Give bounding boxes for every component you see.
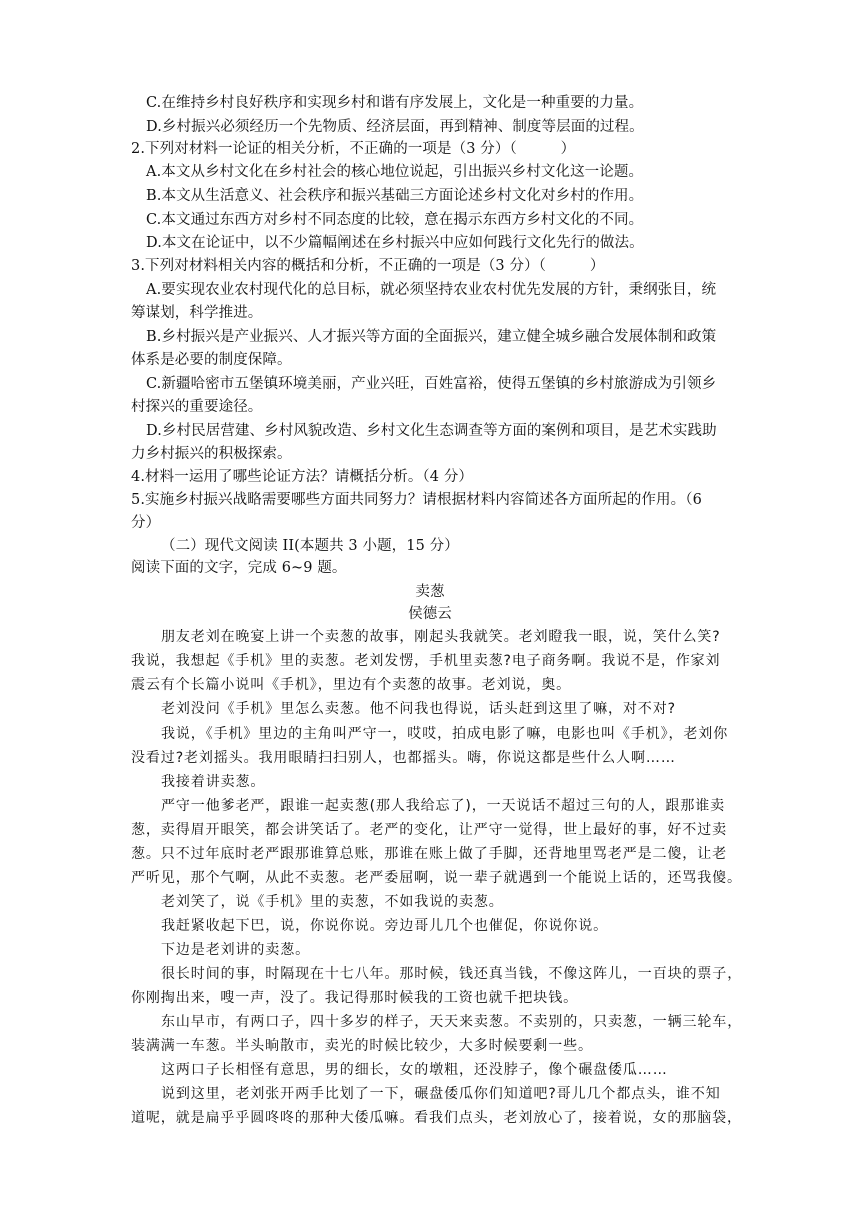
text-line: 分）	[131, 515, 161, 531]
text-line: 筹谋划，科学推进。	[131, 305, 263, 321]
text-line: 5.实施乡村振兴战略需要哪些方面共同努力？请根据材料内容简述各方面所起的作用。（6	[131, 492, 702, 508]
text-line: B.乡村振兴是产业振兴、人才振兴等方面的全面振兴，建立健全城乡融合发展体制和政策	[146, 329, 717, 345]
text-line: D.本文在论证中，以不少篇幅阐述在乡村振兴中应如何践行文化先行的做法。	[146, 235, 644, 251]
story-line: 严守一他爹老严，跟谁一起卖葱(那人我给忘了)，一天说话不超过三句的人，跟那谁卖	[161, 798, 726, 814]
story-line: 朋友老刘在晚宴上讲一个卖葱的故事，刚起头我就笑。老刘瞪我一眼，说，笑什么笑?	[161, 629, 721, 645]
story-line: 我说，我想起《手机》里的卖葱。老刘发愣，手机里卖葱?电子商务啊。我说不是，作家刘	[131, 653, 721, 669]
story-line: 我接着讲卖葱。	[161, 774, 266, 790]
story-line: 这两口子长相怪有意思，男的细长，女的墩粗，还没脖子，像个碾盘倭瓜……	[161, 1062, 668, 1078]
story-line: 我赶紧收起下巴，说，你说你说。旁边哥儿几个也催促，你说你说。	[161, 918, 608, 934]
story-line: 震云有个长篇小说叫《手机》，里边有个卖葱的故事。老刘说，奥。	[131, 677, 571, 693]
text-line: 3.下列对材料相关内容的概括和分析，不正确的一项是（3 分）（ ）	[131, 258, 605, 274]
text-line: D.乡村民居营建、乡村风貌改造、乡村文化生态调查等方面的案例和项目，是艺术实践助	[146, 423, 717, 439]
story-line: 你刚掏出来，嗖一声，没了。我记得那时候我的工资也就千把块钱。	[131, 990, 578, 1006]
story-line: 道呢，就是扁乎乎圆咚咚的那种大倭瓜嘛。看我们点头，老刘放心了，接着说，女的那脑袋，	[131, 1110, 742, 1126]
text-line: 4.材料一运用了哪些论证方法？请概括分析。（4 分）	[131, 469, 474, 485]
text-line: C.本文通过东西方对乡村不同态度的比较，意在揭示东西方乡村文化的不同。	[146, 212, 644, 228]
story-line: 葱，卖得眉开眼笑，都会讲笑话了。老严的变化，让严守一觉得，世上最好的事，好不过卖	[131, 822, 727, 838]
text-line: B.本文从生活意义、社会秩序和振兴基础三方面论述乡村文化对乡村的作用。	[146, 188, 644, 204]
story-line: 严听见，那个气啊，从此不卖葱。老严委屈啊，说一辈子就遇到一个能说上话的，还骂我傻。	[131, 870, 742, 886]
story-line: 东山早市，有两口子，四十多岁的样子，天天来卖葱。不卖别的，只卖葱，一辆三轮车，	[161, 1014, 743, 1030]
story-line: 葱。只不过年底时老严跟那谁算总账，那谁在账上做了手脚，还背地里骂老严是二傻，让老	[131, 846, 727, 862]
story-line: 下边是老刘讲的卖葱。	[161, 942, 310, 958]
text-line: 2.下列对材料一论证的相关分析，不正确的一项是（3 分）（ ）	[131, 141, 576, 157]
story-line: 我说，《手机》里边的主角叫严守一，哎哎，拍成电影了嘛，电影也叫《手机》，老刘你	[161, 726, 729, 742]
text-line: D.乡村振兴必须经历一个先物质、经济层面，再到精神、制度等层面的过程。	[146, 119, 644, 135]
text-line: 力乡村振兴的积极探索。	[131, 446, 292, 462]
story-line: 说到这里，老刘张开两手比划了一下，碾盘倭瓜你们知道吧?哥儿几个都点头，谁不知	[161, 1086, 721, 1102]
story-line: 没看过?老刘摇头。我用眼睛扫扫别人，也都摇头。嗨，你说这都是些什么人啊……	[131, 750, 676, 766]
text-line: （二）现代文阅读 II(本题共 3 小题，15 分）	[161, 538, 459, 554]
story-line: 装满满一车葱。半头晌散市，卖光的时候比较少，大多时候要剩一些。	[131, 1038, 593, 1054]
text-line: A.本文从乡村文化在乡村社会的核心地位说起，引出振兴乡村文化这一论题。	[146, 164, 644, 180]
text-line: 阅读下面的文字，完成 6~9 题。	[131, 560, 347, 576]
text-line: C.新疆哈密市五堡镇环境美丽，产业兴旺，百姓富裕，使得五堡镇的乡村旅游成为引领乡	[146, 376, 717, 392]
story-line: 很长时间的事，时隔现在十七八年。那时候，钱还真当钱，不像这阵儿，一百块的票子，	[161, 966, 743, 982]
text-line: 体系是必要的制度保障。	[131, 352, 292, 368]
story-author: 侯德云	[408, 606, 452, 622]
story-line: 老刘没问《手机》里怎么卖葱。他不问我也得说，话头赶到这里了嘛，对不对?	[161, 701, 676, 717]
text-line: A.要实现农业农村现代化的总目标，就必须坚持农业农村优先发展的方针，秉纲张目，统	[146, 282, 717, 298]
text-line: 村探兴的重要途径。	[131, 399, 263, 415]
text-line: C.在维持乡村良好秩序和实现乡村和谐有序发展上，文化是一种重要的力量。	[146, 95, 644, 111]
story-line: 老刘笑了，说《手机》里的卖葱，不如我说的卖葱。	[161, 894, 504, 910]
story-title: 卖葱	[415, 584, 445, 600]
